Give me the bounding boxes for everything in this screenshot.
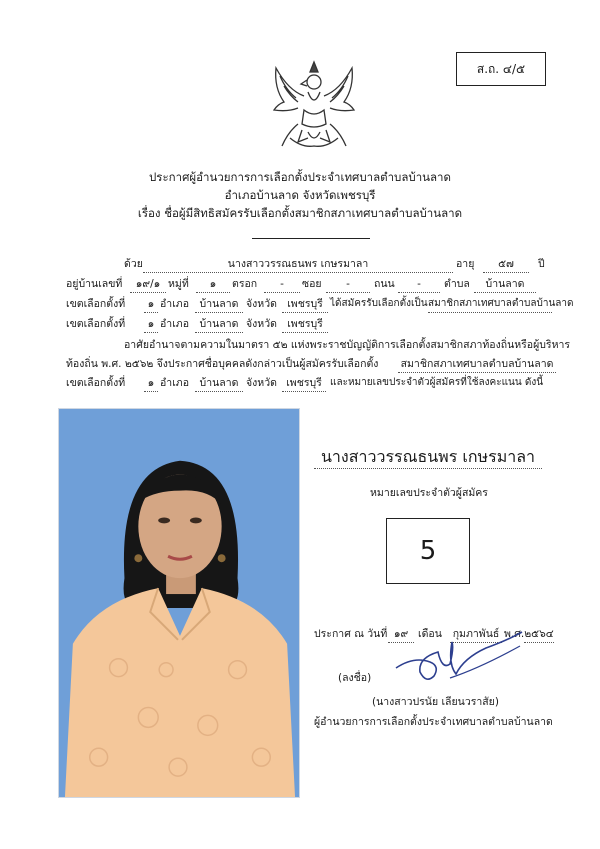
field-position-2: สมาชิกสภาเทศบาลตำบลบ้านลาด bbox=[398, 356, 556, 373]
para2-line-2: ท้องถิ่น พ.ศ. ๒๕๖๒ จึงประกาศชื่อบุคคลดังกล่าวเป็นผู้สมัครรับเลือกตั้ง bbox=[66, 358, 379, 370]
label-amphoe-3: อำเภอ bbox=[160, 377, 190, 389]
field-year: ๒๕๖๔ bbox=[524, 626, 554, 643]
field-house-no: ๑๙/๑ bbox=[130, 276, 166, 293]
label-district-no-3: เขตเลือกตั้งที่ bbox=[66, 377, 126, 389]
label-years: ปี bbox=[538, 258, 545, 270]
label-soi: ซอย bbox=[302, 278, 322, 290]
label-tambon: ตำบล bbox=[444, 278, 470, 290]
label-by: ด้วย bbox=[124, 258, 143, 270]
field-amphoe-3: บ้านลาด bbox=[195, 375, 243, 392]
header-line-3: เรื่อง ชื่อผู้มีสิทธิสมัครรับเลือกตั้งสมาชิกสภาเทศบาลตำบลบ้านลาด bbox=[137, 206, 463, 220]
label-province-2: จังหวัด bbox=[246, 318, 277, 330]
label-road: ถนน bbox=[374, 278, 395, 290]
field-district-no-3: ๑ bbox=[144, 375, 158, 392]
signer-title: ผู้อำนวยการการเลือกตั้งประจำเทศบาลตำบลบ้านลาด bbox=[314, 716, 553, 728]
para2-end: และหมายเลขประจำตัวผู้สมัครที่ใช้ลงคะแนน ดังนี้ bbox=[330, 377, 544, 388]
field-road: - bbox=[398, 276, 440, 293]
field-province-2: เพชรบุรี bbox=[282, 316, 328, 333]
label-district-no-2: เขตเลือกตั้งที่ bbox=[66, 318, 126, 330]
label-year: พ.ศ. bbox=[504, 628, 525, 640]
field-soi: - bbox=[326, 276, 370, 293]
candidate-photo bbox=[58, 408, 300, 798]
field-month: กุมภาพันธ์ bbox=[450, 626, 502, 643]
garuda-emblem-icon bbox=[268, 58, 360, 150]
field-position: สมาชิกสภาเทศบาลตำบลบ้านลาด bbox=[428, 296, 552, 313]
field-amphoe: บ้านลาด bbox=[195, 296, 243, 313]
header-line-2: อำเภอบ้านลาด จังหวัดเพชรบุรี bbox=[224, 188, 376, 202]
label-age: อายุ bbox=[456, 258, 475, 270]
label-signed: (ลงชื่อ) bbox=[338, 672, 372, 684]
candidate-number-box: 5 bbox=[386, 518, 470, 584]
field-province-3: เพชรบุรี bbox=[282, 375, 326, 392]
candidate-number-label: หมายเลขประจำตัวผู้สมัคร bbox=[370, 487, 488, 499]
field-name: นางสาววรรณธนพร เกษรมาลา bbox=[143, 256, 453, 273]
label-amphoe: อำเภอ bbox=[160, 298, 190, 310]
field-day: ๑๙ bbox=[388, 626, 414, 643]
para2-line-1: อาศัยอำนาจตามความในมาตรา ๕๒ แห่งพระราชบัญญัติการเลือกตั้งสมาชิกสภาท้องถิ่นหรือผู้บริหาร bbox=[124, 339, 571, 351]
field-tambon: บ้านลาด bbox=[474, 276, 536, 293]
field-alley: - bbox=[264, 276, 300, 293]
label-province-3: จังหวัด bbox=[246, 377, 277, 389]
label-announced-on: ประกาศ ณ วันที่ bbox=[314, 628, 388, 640]
field-moo: ๑ bbox=[196, 276, 230, 293]
label-month: เดือน bbox=[418, 628, 442, 640]
candidate-name: นางสาววรรณธนพร เกษรมาลา bbox=[314, 446, 542, 469]
label-alley: ตรอก bbox=[232, 278, 258, 290]
header-line-1: ประกาศผู้อำนวยการการเลือกตั้งประจำเทศบาลตำบลบ้านลาด bbox=[149, 170, 451, 184]
field-district-no-2: ๑ bbox=[144, 316, 158, 333]
label-province: จังหวัด bbox=[246, 298, 277, 310]
form-code-box: ส.ถ. ๔/๕ bbox=[456, 52, 546, 86]
header-divider bbox=[252, 238, 370, 239]
signature-image bbox=[390, 628, 526, 694]
field-province: เพชรบุรี bbox=[282, 296, 328, 313]
label-house-no: อยู่บ้านเลขที่ bbox=[66, 278, 123, 290]
label-moo: หมู่ที่ bbox=[168, 278, 189, 290]
label-district-no: เขตเลือกตั้งที่ bbox=[66, 298, 126, 310]
field-amphoe-2: บ้านลาด bbox=[195, 316, 243, 333]
field-age: ๕๗ bbox=[483, 256, 529, 273]
label-amphoe-2: อำเภอ bbox=[160, 318, 190, 330]
label-applied-as: ได้สมัครรับเลือกตั้งเป็น bbox=[330, 298, 428, 309]
signer-name: (นางสาวปรนัย เลียนวราสัย) bbox=[372, 696, 499, 708]
field-district-no: ๑ bbox=[144, 296, 158, 313]
